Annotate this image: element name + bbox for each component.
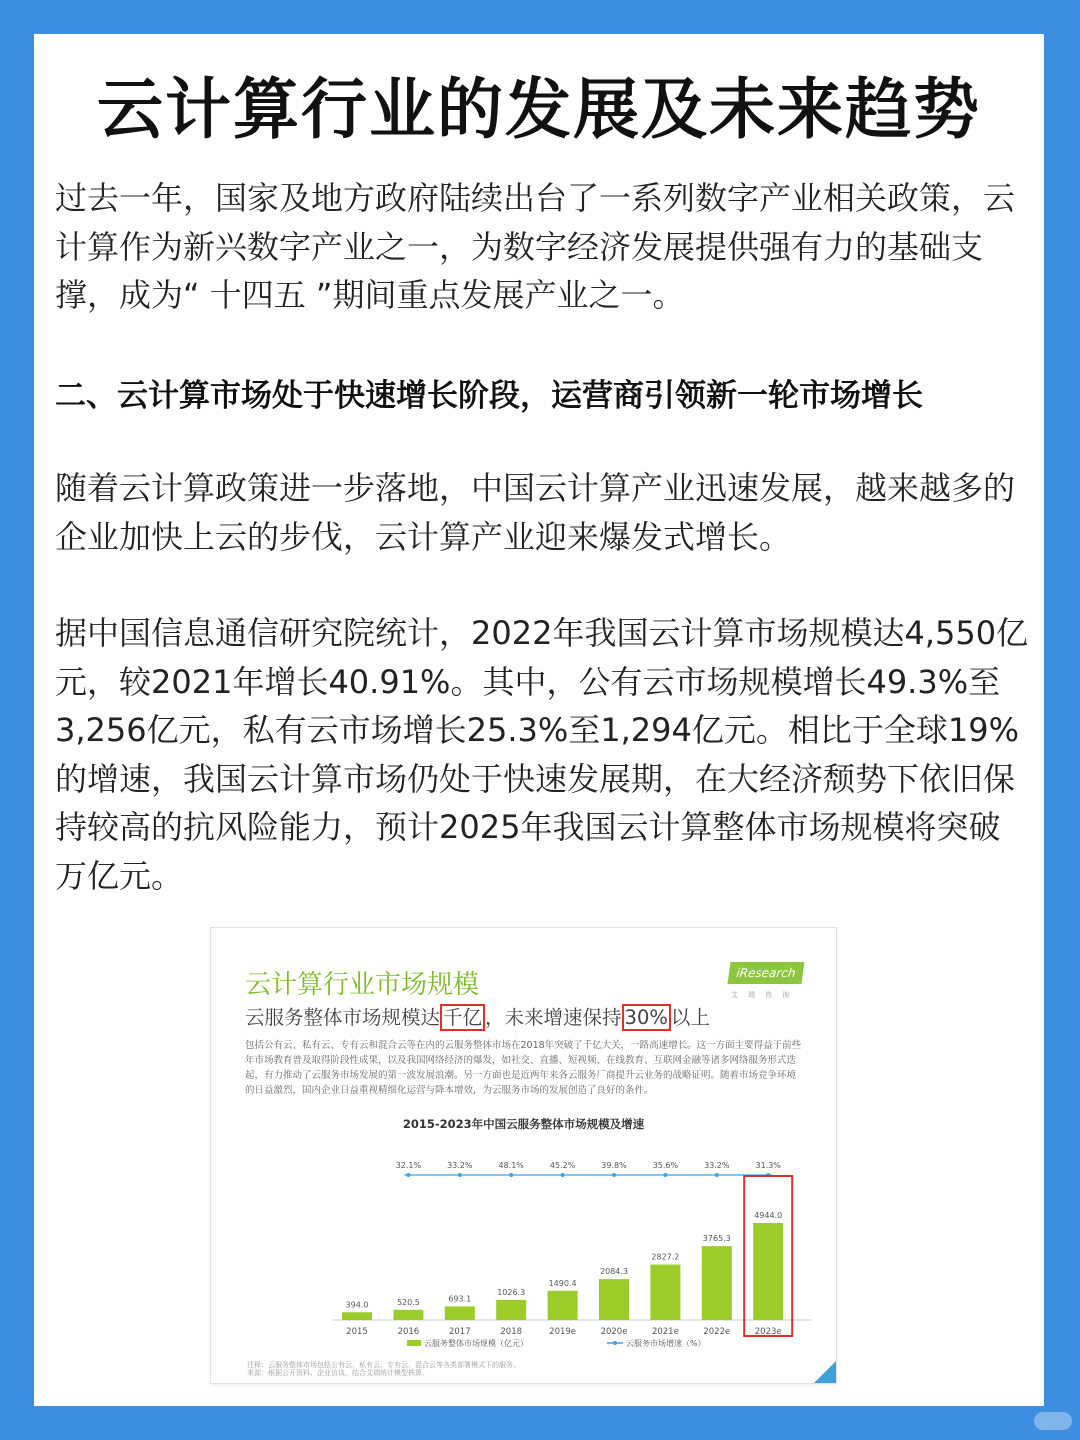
note-line: 注释：云服务整体市场包括公有云、私有云、专有云、混合云等各类部署模式下的服务。 [247, 1361, 520, 1369]
figure-note [247, 1361, 547, 1377]
subtitle-part: ，未来增速保持 [485, 1006, 622, 1029]
legend-bar-swatch [407, 1340, 421, 1346]
bar [342, 1312, 372, 1320]
bar [599, 1279, 629, 1320]
growth-label: 33.2% [447, 1161, 473, 1170]
watermark [1034, 1412, 1072, 1430]
subtitle-part: 以上 [670, 1006, 710, 1029]
growth-label: 39.8% [601, 1161, 627, 1170]
growth-point [561, 1173, 565, 1177]
growth-label: 48.1% [498, 1161, 524, 1170]
x-tick-label: 2022e [703, 1327, 731, 1337]
x-tick-label: 2018 [500, 1327, 523, 1337]
subtitle-part: 云服务整体市场规模达 [245, 1006, 441, 1029]
bar [445, 1306, 475, 1320]
bar-value-label: 4944.0 [754, 1211, 783, 1220]
x-tick-label: 2019e [549, 1327, 577, 1337]
growth-point [663, 1173, 667, 1177]
bar [393, 1310, 423, 1320]
growth-label: 35.6% [652, 1161, 679, 1170]
growth-point [715, 1173, 719, 1177]
x-tick-label: 2021e [651, 1327, 679, 1337]
growth-point [509, 1173, 513, 1177]
page-title: 云计算行业的发展及未来趋势 [97, 71, 981, 148]
figure-title: 云计算行业市场规模 [245, 970, 480, 1000]
content-card [34, 34, 1044, 1406]
figure-body-text: 包括公有云、私有云、专有云和混合云等在内的云服务整体市场在2018年突破了千亿大关，一路高速增长。这一方面主要得益于前些年市场教育普及取得阶段性成果，以及我国网络经济的爆发，如社交、直播、短视频、在线教育、互联网金融等诸多网络服务形式迭起，有力推动了云服务市场发展的第一波发展浪潮。另一方面也是近两年来各云服务厂商提升云业务的战略证明。随着市场竞争环境的日益激烈，国内企业日益重视精细化运营与降本增效，为云服务市场的发展创造了良好的条件。 [245, 1040, 802, 1096]
bar [753, 1223, 783, 1320]
growth-label: 33.2% [704, 1161, 730, 1170]
highlight-box: 30% [622, 1004, 671, 1031]
legend-line-dot [613, 1341, 617, 1345]
x-tick-label: 2016 [397, 1327, 420, 1337]
section-heading: 二、云计算市场处于快速增长阶段，运营商引领新一轮市场增长 [55, 378, 923, 414]
intro-paragraph: 过去一年，国家及地方政府陆续出台了一系列数字产业相关政策，云计算作为新兴数字产业之一，为数字经济发展提供强有力的基础支撑，成为“ 十四五 ”期间重点发展产业之一。 [55, 179, 1016, 314]
bar [548, 1291, 578, 1320]
logo-subtitle: 艾瑞咨询 [731, 991, 799, 999]
growth-label: 31.3% [755, 1161, 781, 1170]
statistics-paragraph: 据中国信息通信研究院统计，2022年我国云计算市场规模达4,550亿元，较2021年增长40.91%。其中，公有云市场规模增长49.3%至3,256亿元，私有云市场增长25.3%至1,294亿元。相比于全球19%的增速，我国云计算市场仍处于快速发展期，在大经济颓势下依旧保持较高的抗风险能力，预计2025年我国云计算整体市场规模将突破万亿元。 [55, 614, 1029, 895]
bar-value-label: 1026.3 [497, 1287, 526, 1297]
bar [702, 1246, 732, 1320]
bar-value-label: 2084.3 [600, 1267, 628, 1277]
note-line: 来源：根据公开资料、企业访谈，结合艾瑞统计模型核算。 [247, 1369, 429, 1377]
x-tick-label: 2020e [600, 1327, 628, 1337]
chart-title: 2015-2023年中国云服务整体市场规模及增速 [402, 1117, 645, 1131]
x-tick-label: 2023e [754, 1327, 782, 1337]
highlight-box: 千亿 [440, 1004, 485, 1031]
bar [650, 1265, 680, 1320]
bar [496, 1300, 526, 1320]
growth-label: 32.1% [395, 1161, 422, 1170]
bar-value-label: 2827.2 [651, 1252, 680, 1262]
bar-value-label: 1490.4 [548, 1278, 577, 1288]
growth-point [406, 1173, 410, 1177]
growth-label: 45.2% [549, 1161, 576, 1170]
bar-value-label: 520.5 [396, 1297, 420, 1307]
bar-value-label: 693.1 [448, 1294, 472, 1304]
market-size-chart [211, 928, 836, 1383]
x-tick-label: 2015 [346, 1327, 368, 1337]
iresearch-logo: iResearch [727, 962, 804, 984]
x-tick-label: 2017 [448, 1327, 471, 1337]
growth-point [612, 1173, 616, 1177]
legend-label: 云服务市场增速（%） [626, 1339, 706, 1348]
growth-point [458, 1173, 462, 1177]
growth-paragraph: 随着云计算政策进一步落地，中国云计算产业迅速发展，越来越多的企业加快上云的步伐，云计算产业迎来爆发式增长。 [55, 469, 1016, 556]
legend-label: 云服务整体市场规模（亿元） [424, 1339, 528, 1348]
corner-decoration [814, 1361, 836, 1383]
bar-value-label: 394.0 [345, 1300, 369, 1310]
report-figure [210, 927, 837, 1384]
bar-value-label: 3765.3 [702, 1234, 731, 1244]
